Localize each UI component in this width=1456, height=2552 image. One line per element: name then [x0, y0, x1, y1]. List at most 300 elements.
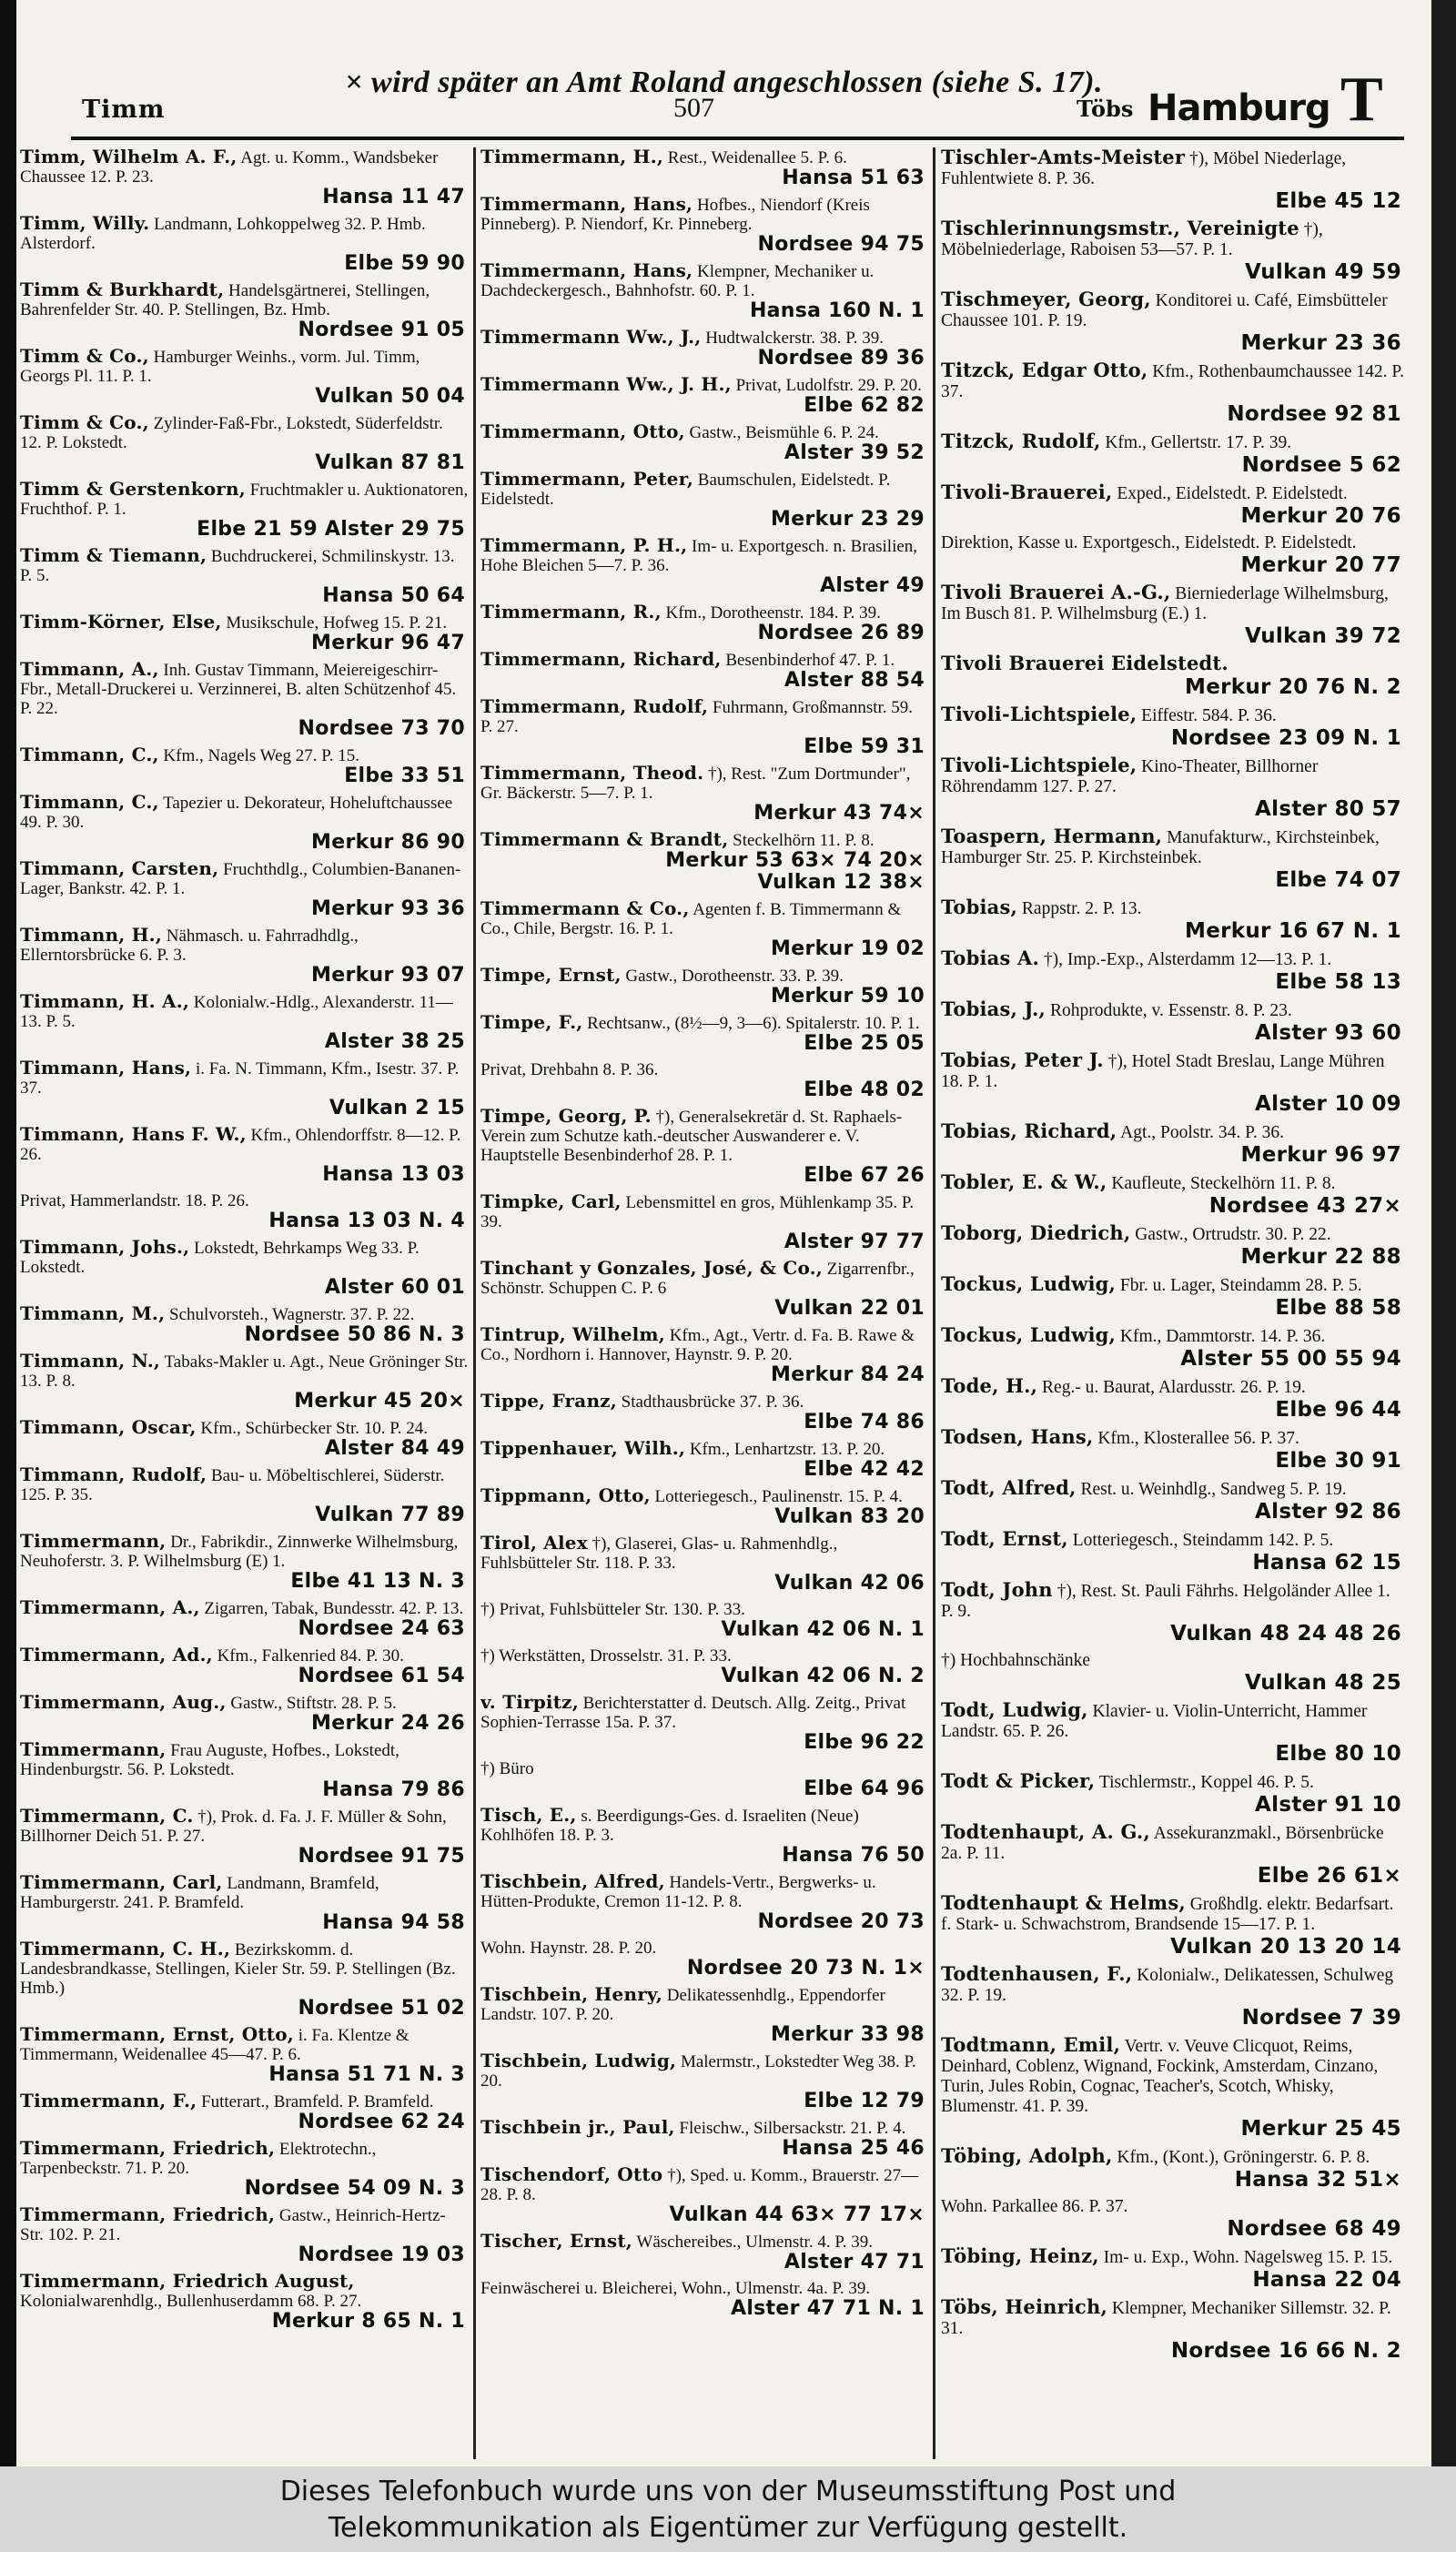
entry-details: Steckelhörn 11. P. 8. — [733, 831, 875, 850]
entry-name: Todt, Ludwig, — [941, 1698, 1088, 1721]
entry-phone: Elbe 45 12 — [1275, 189, 1401, 213]
entry-name: Tippenhauer, Wilh., — [480, 1437, 686, 1459]
entry-details: Wohn. Haynstr. 28. P. 20. — [480, 1939, 657, 1958]
directory-entry — [20, 1740, 469, 1801]
entry-text — [20, 1740, 469, 1779]
entry-name: Timm & Co., — [20, 345, 149, 367]
entry-name: Timmermann, Aug., — [20, 1691, 227, 1713]
entry-text — [941, 2197, 1405, 2217]
directory-entry — [20, 1238, 469, 1299]
entry-phone: Vulkan 42 06 N. 1 — [721, 1618, 925, 1641]
entry-details: Bierniederlage Wilhelmsburg, Im Busch 81. P. Wilhelmsburg (E.) 1. — [941, 584, 1389, 623]
entry-details: Kfm., Falkenried 84. P. 30. — [217, 1646, 404, 1666]
entry-phone: Nordsee 89 36 — [757, 347, 925, 370]
entry-details: Im- u. Exportgesch. n. Brasilien, Hohe Bleichen 5—7. P. 36. — [480, 537, 918, 575]
entry-text — [480, 1985, 928, 2024]
entry-text — [20, 2139, 469, 2178]
entry-phone: Nordsee 54 09 N. 3 — [244, 2177, 465, 2200]
entry-name: Timmann, Hans, — [20, 1057, 192, 1079]
entry-details: Großhdlg. elektr. Bedarfsart. f. Stark- u. Schwachstrom, Brandsende 15—17. P. 1. — [941, 1895, 1394, 1934]
entry-text — [480, 1439, 928, 1459]
entry-text — [480, 1600, 928, 1619]
entry-name: Timmermann, C. H., — [20, 1938, 231, 1960]
entry-phone: Nordsee 68 49 — [1227, 2217, 1401, 2241]
entry-details: †), Imp.-Exp., Alsterdamm 12—13. P. 1. — [1043, 950, 1332, 969]
entry-text — [20, 926, 469, 965]
entry-name: Timpke, Carl, — [480, 1190, 622, 1212]
entry-text — [480, 2165, 928, 2204]
entry-details: Tabaks-Makler u. Agt., Neue Gröninger Str. 13. P. 8. — [20, 1352, 469, 1391]
entry-text — [480, 147, 928, 167]
entry-details: Baumschulen, Eidelstedt. P. Eidelstedt. — [480, 471, 891, 509]
directory-entry — [941, 1427, 1405, 1473]
entry-text — [20, 1532, 469, 1571]
entry-name: Timmermann, Friedrich August, — [20, 2270, 355, 2292]
entry-phone: Alster 39 52 — [784, 441, 925, 464]
entry-text — [941, 1964, 1405, 2006]
entry-text — [20, 859, 469, 898]
entry-text — [941, 999, 1405, 1021]
entry-name: Todt, John — [941, 1578, 1053, 1601]
entry-phone: Hansa 22 04 — [1252, 2268, 1401, 2292]
entry-details: Kfm., Agt., Vertr. d. Fa. B. Rawe & Co., Nordhorn i. Hannover, Haynstr. 9. P. 20. — [480, 1326, 915, 1364]
directory-entry — [941, 897, 1405, 943]
entry-phone: Elbe 26 61× — [1257, 1864, 1401, 1888]
entry-details: Malermstr., Lokstedter Weg 38. P. 20. — [480, 2052, 916, 2091]
entry-text — [480, 1325, 928, 1364]
entry-details: Kolonialw., Delikatessen, Schulweg 32. P. 19. — [941, 1966, 1394, 2005]
entry-name: Tobias A. — [941, 947, 1040, 969]
entry-phone: Nordsee 91 75 — [298, 1845, 465, 1868]
directory-entry — [941, 999, 1405, 1045]
entry-name: Timm-Körner, Else, — [20, 611, 222, 633]
entry-phone: Alster 60 01 — [324, 1276, 465, 1299]
entry-details: Inh. Gustav Timmann, Meiereigeschirr-Fbr., Metall-Druckerei u. Verzinnerei, B. alten Schützenhof 45. P. 22. — [20, 661, 457, 718]
directory-entry — [941, 360, 1405, 426]
directory-entry — [20, 147, 469, 208]
entry-text — [20, 147, 469, 187]
directory-entry — [941, 1050, 1405, 1116]
entry-details: Rechtsanw., (8½—9, 3—6). Spitalerstr. 10. P. 1. — [587, 1014, 920, 1033]
directory-entry — [480, 1646, 928, 1687]
entry-text — [20, 1238, 469, 1277]
entry-details: i. Fa. Klentze & Timmermann, Weidenallee 45—47. P. 6. — [20, 2026, 410, 2064]
entry-details: †), Hotel Stadt Breslau, Lange Mühren 18. P. 1. — [941, 1052, 1385, 1091]
entry-phone: Nordsee 16 66 N. 2 — [1170, 2339, 1401, 2363]
entry-text — [480, 2232, 928, 2252]
entry-text — [20, 2272, 469, 2311]
entry-details: Schulvorsteh., Wagnerstr. 37. P. 22. — [169, 1305, 415, 1324]
entry-details: Gastw., Beismühle 6. P. 24. — [689, 423, 879, 442]
entry-details: Klempner, Mechaniker Sillemstr. 32. P. 31. — [941, 2299, 1391, 2338]
entry-text — [480, 261, 928, 300]
entry-name: Tirol, Alex — [480, 1532, 588, 1554]
entry-phone: Alster 97 77 — [784, 1230, 925, 1253]
directory-entry — [941, 2035, 1405, 2141]
entry-name: Tivoli-Lichtspiele, — [941, 703, 1138, 725]
directory-entry — [20, 2272, 469, 2333]
directory-entry — [480, 1939, 928, 1980]
column-divider — [473, 147, 476, 2459]
entry-details: Nähmasch. u. Fahrradhdlg., Ellerntorsbrücke 6. P. 3. — [20, 927, 359, 965]
entry-details: Assekuranzmakl., Börsenbrücke 2a. P. 11. — [941, 1824, 1384, 1863]
entry-phone: Nordsee 51 02 — [298, 1997, 465, 2020]
directory-entry — [480, 2279, 928, 2320]
entry-name: Tischbein, Alfred, — [480, 1870, 665, 1892]
entry-name: Tivoli-Lichtspiele, — [941, 754, 1138, 776]
directory-entry — [480, 1013, 928, 1055]
entry-phone: Merkur 20 76 — [1240, 504, 1401, 528]
entry-details: Rappstr. 2. P. 13. — [1021, 899, 1142, 918]
header-left-word: Timm — [82, 96, 166, 124]
entry-text — [941, 704, 1405, 726]
entry-text — [480, 650, 928, 670]
entry-name: Timmermann, Hans, — [480, 193, 693, 215]
entry-phone: Alster 47 71 N. 1 — [731, 2297, 925, 2320]
entry-phone: Merkur 20 76 N. 2 — [1185, 675, 1401, 699]
directory-entry — [480, 697, 928, 758]
entry-text — [480, 195, 928, 234]
entry-name: Tischer, Ernst, — [480, 2230, 632, 2252]
entry-text — [480, 536, 928, 575]
entry-name: Timmann, A., — [20, 658, 159, 680]
entry-details: Fuhrmann, Großmannstr. 59. P. 27. — [480, 698, 914, 736]
entry-text — [20, 1058, 469, 1098]
entry-phone: Elbe 59 90 — [344, 252, 465, 275]
entry-details: Gastw., Ortrudstr. 30. P. 22. — [1135, 1225, 1331, 1244]
entry-name: Timmermann, C. — [20, 1805, 194, 1827]
entry-text — [941, 826, 1405, 868]
entry-phone: Nordsee 20 73 N. 1× — [686, 1957, 925, 1980]
entry-text — [20, 214, 469, 253]
entry-details: Fleischw., Silbersackstr. 21. P. 4. — [679, 2119, 906, 2138]
entry-text — [480, 1939, 928, 1958]
directory-entry — [941, 1580, 1405, 1646]
entry-name: Toaspern, Hermann, — [941, 825, 1163, 847]
entry-text — [941, 2246, 1405, 2268]
entry-text — [941, 1700, 1405, 1742]
entry-phone: Elbe 64 96 — [804, 1777, 925, 1800]
entry-text — [941, 1050, 1405, 1092]
entry-text — [941, 1172, 1405, 1194]
entry-text — [20, 2091, 469, 2111]
directory-entry — [941, 1964, 1405, 2030]
entry-name: Timmermann & Brandt, — [480, 828, 729, 850]
entry-name: Todt & Picker, — [941, 1769, 1096, 1792]
header-right-word: Töbs — [1077, 96, 1134, 122]
entry-name: Timmann, M., — [20, 1302, 166, 1324]
entry-phone: Vulkan 48 25 — [1244, 1671, 1401, 1695]
directory-entry — [20, 1532, 469, 1593]
directory-entry — [20, 1873, 469, 1934]
entry-details: Wäschereibes., Ulmenstr. 4. P. 39. — [636, 2233, 874, 2252]
entry-name: Timpe, F., — [480, 1011, 583, 1033]
entry-details: i. Fa. N. Timmann, Kfm., Isestr. 37. P. 37. — [20, 1059, 460, 1098]
directory-entry — [20, 859, 469, 920]
entry-details: Gastw., Dorotheenstr. 33. P. 39. — [625, 967, 844, 986]
directory-entry — [20, 1058, 469, 1119]
entry-phone: Nordsee 19 03 — [298, 2243, 465, 2266]
entry-phone: Elbe 41 13 N. 3 — [290, 1570, 465, 1593]
entry-phone: Nordsee 50 86 N. 3 — [244, 1323, 465, 1346]
entry-phone: Elbe 80 10 — [1275, 1742, 1401, 1766]
entry-name: Tode, H., — [941, 1374, 1038, 1397]
entry-details: Berichterstatter d. Deutsch. Allg. Zeitg., Privat Sophien-Terrasse 15a. P. 37. — [480, 1694, 906, 1732]
directory-entry — [20, 546, 469, 607]
entry-details: Kino-Theater, Billhorner Röhrendamm 127. P. 27. — [941, 757, 1319, 796]
entry-phone: Elbe 21 59 Alster 29 75 — [197, 518, 465, 541]
entry-text — [20, 613, 469, 633]
entry-text — [941, 1893, 1405, 1935]
entry-details: Exped., Eidelstedt. P. Eidelstedt. — [1117, 484, 1348, 503]
entry-details: Lotteriegesch., Steindamm 142. P. 5. — [1072, 1531, 1334, 1550]
directory-entry — [941, 653, 1405, 699]
entry-name: Timmann, C., — [20, 791, 159, 813]
directory-entry — [480, 603, 928, 644]
entry-text — [480, 1872, 928, 1911]
directory-entry — [20, 1125, 469, 1186]
directory-entry — [20, 745, 469, 787]
entry-name: Tippe, Franz, — [480, 1390, 617, 1412]
directory-entry — [480, 1806, 928, 1867]
directory-entry — [480, 1439, 928, 1481]
entry-details: Handels-Vertr., Bergwerks- u. Hütten-Produkte, Cremon 11-12. P. 8. — [480, 1873, 876, 1911]
entry-details: Hamburger Weinhs., vorm. Jul. Timm, Georgs Pl. 11. P. 1. — [20, 348, 420, 386]
entry-details: Zigarrenfbr., Schönstr. Schuppen C. P. 6 — [480, 1260, 915, 1298]
entry-phone: Elbe 48 02 — [804, 1079, 925, 1101]
entry-phone: Hansa 32 51× — [1234, 2168, 1401, 2192]
entry-name: Timmermann, — [20, 1530, 167, 1552]
entry-details: Im- u. Exp., Wohn. Nagelsweg 15. P. 15. — [1103, 2248, 1393, 2267]
entry-text — [480, 1534, 928, 1573]
directory-entry — [20, 1418, 469, 1460]
entry-details: Lotteriegesch., Paulinenstr. 15. P. 4. — [654, 1487, 903, 1506]
entry-text — [480, 375, 928, 395]
directory-entry — [941, 1700, 1405, 1766]
entry-name: Timmermann & Co., — [480, 897, 690, 919]
entry-name: Timmermann, Friedrich, — [20, 2203, 276, 2225]
entry-details: Kaufleute, Steckelhörn 11. P. 8. — [1111, 1174, 1336, 1193]
entry-text — [480, 2051, 928, 2091]
directory-entry — [20, 660, 469, 740]
entry-text — [20, 1125, 469, 1164]
entry-details: Reg.- u. Baurat, Alardusstr. 26. P. 19. — [1042, 1378, 1306, 1397]
directory-entry — [20, 1646, 469, 1687]
entry-details: Kfm., Gellertstr. 17. P. 39. — [1105, 433, 1292, 452]
entry-phone: Elbe 96 44 — [1275, 1398, 1401, 1422]
directory-entry — [941, 1121, 1405, 1167]
entry-name: Töbs, Heinrich, — [941, 2295, 1108, 2318]
entry-details: Futterart., Bramfeld. P. Bramfeld. — [201, 2092, 434, 2111]
entry-details: Rest., Weidenallee 5. P. 6. — [667, 148, 847, 167]
directory-entry — [941, 431, 1405, 477]
entry-details: Wohn. Parkallee 86. P. 37. — [941, 2197, 1128, 2216]
directory-entry — [480, 2165, 928, 2226]
entry-phone: Hansa 160 N. 1 — [749, 299, 925, 322]
directory-entry — [480, 1872, 928, 1933]
directory-entry — [941, 1529, 1405, 1575]
directory-entry — [941, 1478, 1405, 1524]
entry-text — [20, 745, 469, 765]
entry-details: †) Büro — [480, 1759, 534, 1778]
entry-text — [20, 1939, 469, 1998]
entry-text — [480, 1693, 928, 1732]
directory-entry — [20, 1807, 469, 1868]
entry-phone: Vulkan 44 63× 77 17× — [669, 2203, 925, 2226]
entry-phone: Hansa 11 47 — [322, 186, 465, 208]
directory-entry — [941, 1274, 1405, 1320]
entry-text — [941, 360, 1405, 402]
directory-entry — [941, 826, 1405, 892]
entry-phone: Merkur 96 47 — [311, 632, 465, 654]
entry-name: Timm & Gerstenkorn, — [20, 478, 246, 500]
entry-phone: Merkur 43 74× — [753, 802, 925, 825]
entry-text — [480, 603, 928, 623]
entry-text — [480, 2118, 928, 2138]
entry-phone: Elbe 25 05 — [804, 1032, 925, 1055]
entry-text — [20, 413, 469, 452]
entry-details: †) Werkstätten, Drosselstr. 31. P. 33. — [480, 1646, 732, 1666]
entry-text — [480, 899, 928, 938]
entry-text — [20, 1693, 469, 1713]
directory-entry — [480, 1759, 928, 1800]
entry-text — [941, 1580, 1405, 1622]
entry-phone: Hansa 76 50 — [782, 1844, 925, 1867]
entry-details: Rest. u. Weinhdlg., Sandweg 5. P. 19. — [1080, 1480, 1347, 1499]
directory-entry — [20, 347, 469, 408]
entry-phone: Hansa 13 03 N. 4 — [268, 1210, 465, 1232]
entry-details: Direktion, Kasse u. Exportgesch., Eidelstedt. P. Eidelstedt. — [941, 533, 1357, 552]
entry-details: Bau- u. Möbeltischlerei, Süderstr. 125. P. 35. — [20, 1466, 445, 1504]
entry-phone: Alster 88 54 — [784, 669, 925, 692]
entry-name: Timmermann, Otto, — [480, 420, 685, 442]
entry-phone: Vulkan 2 15 — [329, 1097, 465, 1119]
directory-entry — [941, 1376, 1405, 1422]
entry-name: Timm & Tiemann, — [20, 544, 207, 566]
entry-phone: Alster 10 09 — [1255, 1092, 1401, 1116]
entry-phone: Elbe 74 86 — [804, 1411, 925, 1433]
entry-details: Elektrotechn., Tarpenbeckstr. 71. P. 20. — [20, 2140, 377, 2178]
entry-text — [20, 1646, 469, 1666]
entry-details: Lebensmittel en gros, Mühlenkamp 35. P. 39. — [480, 1193, 915, 1231]
entry-text — [941, 1274, 1405, 1296]
entry-name: Timmermann Ww., J. H., — [480, 373, 732, 395]
entry-text — [941, 1822, 1405, 1864]
directory-entry — [941, 755, 1405, 821]
entry-name: Timm & Burkhardt, — [20, 278, 225, 300]
entry-name: Timmermann, Ernst, Otto, — [20, 2023, 294, 2045]
entry-phone: Elbe 67 26 — [804, 1164, 925, 1187]
entry-name: v. Tirpitz, — [480, 1691, 579, 1713]
entry-name: Tockus, Ludwig, — [941, 1272, 1117, 1295]
entry-text — [941, 897, 1405, 919]
directory-entry — [941, 218, 1405, 284]
entry-details: Konditorei u. Café, Eimsbütteler Chaussee 101. P. 19. — [941, 291, 1388, 330]
directory-entry — [941, 582, 1405, 648]
entry-text — [941, 431, 1405, 453]
entry-details: Agt., Poolstr. 34. P. 36. — [1120, 1123, 1284, 1142]
entry-details: †) Hochbahnschänke — [941, 1651, 1091, 1670]
entry-details: Kolonialw.-Hdlg., Alexanderstr. 11—13. P. 5. — [20, 993, 453, 1031]
entry-text — [941, 948, 1405, 970]
entry-details: Agenten f. B. Timmermann & Co., Chile, Bergstr. 16. P. 1. — [480, 900, 902, 938]
directory-column-3 — [941, 147, 1405, 2466]
entry-details: Dr., Fabrikdir., Zinnwerke Wilhelmsburg, Neuhoferstr. 3. P. Wilhelmsburg (E) 1. — [20, 1533, 459, 1571]
entry-details: Kfm., Schürbecker Str. 10. P. 24. — [200, 1419, 429, 1438]
entry-text — [20, 992, 469, 1031]
entry-details: Tischlermstr., Koppel 46. P. 5. — [1098, 1773, 1314, 1792]
entry-name: Timmermann, A., — [20, 1596, 200, 1618]
entry-phone: Merkur 59 10 — [771, 985, 925, 1008]
entry-name: Timmermann Ww., J., — [480, 326, 702, 348]
directory-entry — [20, 1465, 469, 1526]
entry-details: Buchdruckerei, Schmilinskystr. 13. P. 5. — [20, 547, 455, 585]
entry-text — [941, 1771, 1405, 1793]
directory-entry — [480, 375, 928, 417]
entry-phone: Elbe 59 31 — [804, 735, 925, 758]
entry-name: Tischmeyer, Georg, — [941, 288, 1151, 310]
entry-text — [941, 2297, 1405, 2339]
entry-phone: Elbe 58 13 — [1275, 970, 1401, 994]
entry-details: Kfm., Dorotheenstr. 184. P. 39. — [665, 603, 881, 623]
entry-text — [480, 1259, 928, 1298]
entry-phone: Vulkan 77 89 — [315, 1504, 465, 1526]
entry-text — [480, 328, 928, 348]
entry-name: Timmermann, H., — [480, 147, 664, 167]
entry-text — [480, 470, 928, 509]
entry-phone: Alster 38 25 — [324, 1030, 465, 1053]
entry-name: Tobias, Richard, — [941, 1119, 1117, 1142]
entry-details: Vertr. v. Veuve Clicquot, Reims, Deinhard, Coblenz, Wignand, Fockink, Amsterdam, Cinzano, Turin, Jules Robin, Cognac, Teacher's, Scotch, Whisky, Blumenstr. 41. P. 39. — [941, 2037, 1379, 2116]
entry-phone: Alster 80 57 — [1255, 797, 1401, 821]
entry-phone: Elbe 12 79 — [804, 2090, 925, 2112]
entry-name: Tippmann, Otto, — [480, 1484, 651, 1506]
entry-text — [941, 2035, 1405, 2117]
directory-entry — [480, 764, 928, 825]
entry-name: Tivoli Brauerei A.-G., — [941, 581, 1171, 603]
entry-phone: Elbe 74 07 — [1275, 868, 1401, 892]
entry-phone: Vulkan 83 20 — [774, 1505, 925, 1528]
entry-name: Tisch, E., — [480, 1804, 577, 1826]
entry-text — [20, 1465, 469, 1504]
entry-text — [941, 482, 1405, 504]
entry-text — [20, 1807, 469, 1846]
entry-name: Timmann, Johs., — [20, 1236, 190, 1258]
entry-phone: Merkur 19 02 — [771, 937, 925, 960]
directory-entry — [480, 1486, 928, 1528]
entry-name: Timmermann, Ad., — [20, 1644, 213, 1666]
directory-entry — [20, 1939, 469, 2020]
entry-text — [480, 1486, 928, 1506]
entry-name: Timmann, H. A., — [20, 990, 190, 1012]
entry-phone: Nordsee 26 89 — [757, 622, 925, 644]
entry-details: Kfm., Rothenbaumchaussee 142. P. 37. — [941, 362, 1404, 401]
entry-details: Zylinder-Faß-Fbr., Lokstedt, Süderfeldstr. 12. P. Lokstedt. — [20, 414, 443, 452]
entry-details: Gastw., Heinrich-Hertz-Str. 102. P. 21. — [20, 2206, 446, 2244]
entry-name: Tischbein, Ludwig, — [480, 2050, 677, 2071]
entry-phone: Nordsee 92 81 — [1227, 402, 1401, 426]
directory-entry — [480, 1534, 928, 1595]
entry-details: Privat, Drehbahn 8. P. 36. — [480, 1060, 659, 1079]
entry-phone: Merkur 93 36 — [311, 897, 465, 920]
entry-phone: Merkur 20 77 — [1240, 553, 1401, 577]
entry-text — [20, 2025, 469, 2064]
directory-entry — [480, 2051, 928, 2112]
entry-details: Hudtwalckerstr. 38. P. 39. — [705, 329, 884, 348]
entry-phone: Nordsee 73 70 — [298, 717, 465, 740]
entry-text — [20, 480, 469, 519]
directory-entry — [941, 2246, 1405, 2292]
